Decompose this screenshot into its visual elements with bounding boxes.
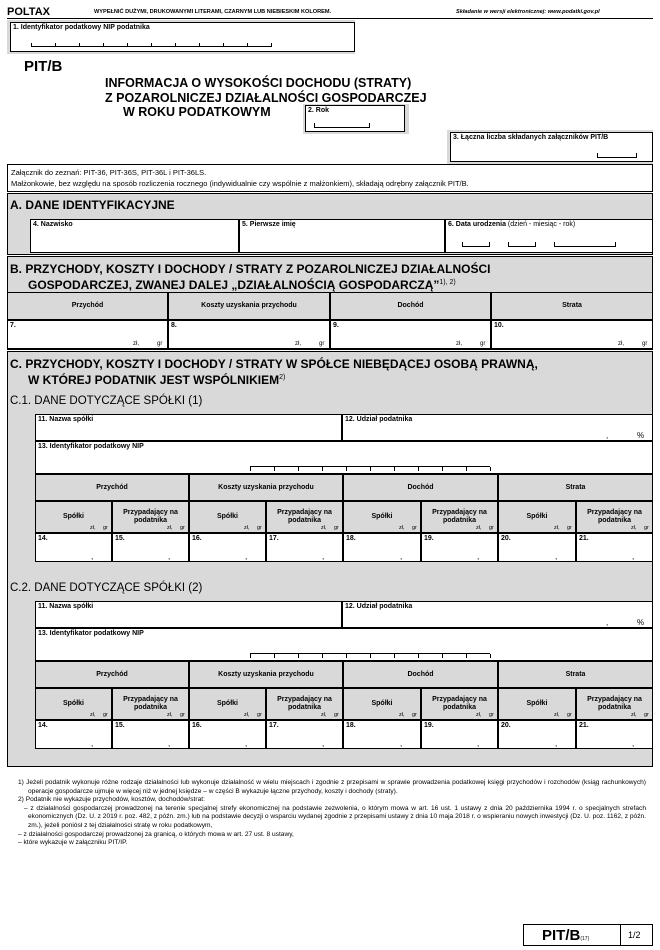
amount-comma: ,: [322, 552, 325, 561]
company-amount-field[interactable]: [112, 533, 189, 562]
company-amount-field[interactable]: [266, 720, 343, 749]
company-nip-tick: [490, 654, 491, 658]
amount-comma: ,: [245, 739, 248, 748]
company-nip-tick: [466, 654, 467, 658]
birth-day: [462, 242, 490, 247]
company-sub-header: Spółki: [35, 688, 112, 720]
birth-month: [508, 242, 536, 247]
sub-header-gr: gr: [412, 712, 417, 718]
footer-form-code: [523, 924, 653, 946]
birthdate-hint: (dzień - miesiąc - rok): [507, 221, 576, 228]
footer-divider: [620, 925, 621, 945]
company-nip-tick: [274, 654, 275, 658]
company-field-number: 14.: [38, 535, 48, 542]
amount-comma: ,: [168, 552, 171, 561]
footer-page: 1/2: [628, 930, 641, 940]
share-percent: %: [637, 618, 645, 627]
attachments-label: 3. Łączna liczba składanych załączników PIT/B: [453, 134, 609, 141]
section-b-footnote-ref: 1), 2): [439, 279, 456, 286]
company-field-number: 16.: [192, 535, 202, 542]
company-nip-tick: [346, 467, 347, 471]
footer-code: [542, 927, 589, 944]
section-b-field-number: 9.: [333, 322, 339, 329]
company-amount-field[interactable]: [189, 533, 266, 562]
company-sub-header: Spółki: [189, 688, 266, 720]
company-sub-header: Spółki: [343, 501, 421, 533]
currency-zl: zł,: [456, 341, 462, 347]
section-b-title-2-text: GOSPODARCZEJ, ZWANEJ DALEJ „DZIAŁALNOŚCIĄ GOSPODARCZĄ”: [28, 278, 440, 292]
footer-code-text: PIT/B: [542, 927, 581, 944]
sub-header-zl: zł,: [321, 525, 327, 531]
nip-tick: [223, 43, 224, 47]
sub-header-zl: zł,: [244, 525, 250, 531]
sub-header-gr: gr: [180, 712, 185, 718]
company-nip-tick: [346, 654, 347, 658]
company-field-number: 14.: [38, 722, 48, 729]
year-comb: [314, 123, 370, 128]
company-nip-tick: [418, 467, 419, 471]
section-b-col-header: Koszty uzyskania przychodu: [168, 292, 330, 320]
company-field-number: 18.: [346, 722, 356, 729]
nip-label: 1. Identyfikator podatkowy NIP podatnika: [13, 24, 150, 31]
company-amount-field[interactable]: [421, 720, 498, 749]
company-nip-tick: [394, 467, 395, 471]
company-field-number: 20.: [501, 535, 511, 542]
amount-comma: ,: [91, 552, 94, 561]
amount-comma: ,: [245, 552, 248, 561]
company-group-header: Strata: [498, 661, 653, 688]
company-subtitle: C.2. DANE DOTYCZĄCE SPÓŁKI (2): [10, 582, 203, 594]
note-line-2: Małżonkowie, bez względu na sposób rozliczenia rocznego (indywidualnie czy wspólnie z małżonkiem), składają odrębny załącznik PIT/B.: [11, 179, 469, 188]
sub-header-zl: zł,: [554, 712, 560, 718]
footnote-2a: – z działalności gospodarczej prowadzonej na terenie specjalnej strefy ekonomicznej na podstawie zezwolenia, o którym mowa w art. 16 ust. 1 ustawy z dnia 20 października 1994 r. o specjalnych strefach ekonomicznych (Dz. U. z 2019 r. poz. 482, z późn. zm.) lub na podstawie decyzji o wsparciu wydanej zgodnie z przepisami ustawy z dnia 10 maja 2018 r. o wspieraniu nowych inwestycji (Dz. U. poz. 1162, z późn. zm.), jeżeli poniósł z tej działalności stratę w roku podatkowym,: [24, 804, 646, 829]
section-c-title-1: C. PRZYCHODY, KOSZTY I DOCHODY / STRATY W SPÓŁCE NIEBĘDĄCEJ OSOBĄ PRAWNĄ,: [10, 357, 538, 371]
sub-header-gr: gr: [334, 525, 339, 531]
note-line-1: Załącznik do zeznań: PIT-36, PIT-36S, PIT-36L i PIT-36LS.: [11, 168, 207, 177]
company-field-number: 15.: [115, 535, 125, 542]
sub-header-gr: gr: [103, 712, 108, 718]
company-field-number: 17.: [269, 535, 279, 542]
company-name-label: 11. Nazwa spółki: [38, 603, 94, 610]
form-code: PIT/B: [24, 58, 63, 75]
company-amount-field[interactable]: [35, 720, 112, 749]
company-group-header: Koszty uzyskania przychodu: [189, 661, 343, 688]
company-sub-header: Przypadający na podatnika: [421, 688, 498, 720]
amount-comma: ,: [632, 739, 635, 748]
company-nip-label: 13. Identyfikator podatkowy NIP: [38, 630, 144, 637]
footnote-2b: – z działalności gospodarczej prowadzonej za granicą, o których mowa w art. 27 ust. 8 ustawy,: [18, 830, 294, 838]
company-amount-field[interactable]: [266, 533, 343, 562]
company-nip-field[interactable]: [35, 441, 653, 474]
attachments-comb: [597, 153, 637, 158]
nip-segments: [31, 41, 271, 49]
company-sub-header: Przypadający na podatnika: [266, 501, 343, 533]
share-comma: ,: [606, 618, 609, 627]
amount-comma: ,: [555, 552, 558, 561]
attachments-field[interactable]: [450, 132, 653, 162]
company-field-number: 16.: [192, 722, 202, 729]
sub-header-zl: zł,: [399, 525, 405, 531]
company-nip-tick: [298, 654, 299, 658]
currency-zl: zł,: [618, 341, 624, 347]
sub-header-gr: gr: [567, 525, 572, 531]
brand-label: POLTAX: [7, 6, 50, 18]
footnote-2c: – które wykazuje w załączniku PIT/IP.: [18, 839, 128, 847]
company-nip-field[interactable]: [35, 628, 653, 661]
company-group-header: Strata: [498, 474, 653, 501]
title-line-1: INFORMACJA O WYSOKOŚCI DOCHODU (STRATY): [105, 76, 412, 90]
company-field-number: 20.: [501, 722, 511, 729]
company-name-field[interactable]: [35, 414, 342, 441]
company-sub-header: Przypadający na podatnika: [112, 688, 189, 720]
footer-version: (17): [580, 936, 590, 942]
amount-comma: ,: [477, 552, 480, 561]
electronic-filing-note: Składanie w wersji elektronicznej: www.podatki.gov.pl: [456, 9, 600, 15]
company-field-number: 15.: [115, 722, 125, 729]
section-a-title: A. DANE IDENTYFIKACYJNE: [10, 198, 175, 212]
section-c-title-2-text: W KTÓREJ PODATNIK JEST WSPÓLNIKIEM: [28, 373, 280, 387]
title-line-3: W ROKU PODATKOWYM: [123, 105, 271, 119]
company-field-number: 18.: [346, 535, 356, 542]
nip-tick: [175, 43, 176, 47]
section-b-title-1: B. PRZYCHODY, KOSZTY I DOCHODY / STRATY Z POZAROLNICZEJ DZIAŁALNOŚCI: [10, 262, 491, 276]
section-b-field-number: 10.: [494, 322, 504, 329]
birth-year: [554, 242, 616, 247]
surname-label: 4. Nazwisko: [33, 221, 73, 228]
firstname-label: 5. Pierwsze imię: [242, 221, 296, 228]
sub-header-gr: gr: [567, 712, 572, 718]
section-b-col-header: Dochód: [330, 292, 491, 320]
section-b-amount-field[interactable]: [7, 320, 168, 349]
company-sub-header: Spółki: [189, 501, 266, 533]
firstname-field[interactable]: [239, 219, 445, 253]
company-nip-tick: [490, 467, 491, 471]
company-sub-header: Spółki: [498, 501, 576, 533]
footnotes: [18, 779, 646, 848]
birthdate-field[interactable]: [445, 219, 653, 253]
section-b-title-2: [10, 276, 490, 292]
sub-header-zl: zł,: [631, 525, 637, 531]
nip-field[interactable]: [10, 22, 355, 52]
company-nip-tick: [394, 654, 395, 658]
company-field-number: 19.: [424, 535, 434, 542]
section-b-amount-field[interactable]: [168, 320, 330, 349]
company-nip-label: 13. Identyfikator podatkowy NIP: [38, 443, 144, 450]
company-name-label: 11. Nazwa spółki: [38, 416, 94, 423]
section-b-col-header: Przychód: [7, 292, 168, 320]
company-field-number: 17.: [269, 722, 279, 729]
nip-tick: [103, 43, 104, 47]
section-b-col-header: Strata: [491, 292, 653, 320]
sub-header-zl: zł,: [90, 712, 96, 718]
sub-header-gr: gr: [257, 525, 262, 531]
birthdate-label: [448, 221, 575, 228]
taxpayer-share-field[interactable]: [342, 414, 653, 441]
company-field-number: 19.: [424, 722, 434, 729]
currency-zl: zł,: [133, 341, 139, 347]
currency-zl: zł,: [295, 341, 301, 347]
sub-header-zl: zł,: [321, 712, 327, 718]
company-nip-tick: [322, 467, 323, 471]
sub-header-zl: zł,: [167, 712, 173, 718]
taxpayer-share-label: 12. Udział podatnika: [345, 416, 413, 423]
company-group-header: Przychód: [35, 661, 189, 688]
taxpayer-share-field[interactable]: [342, 601, 653, 628]
company-nip-tick: [322, 654, 323, 658]
sub-header-gr: gr: [489, 525, 494, 531]
section-b-field-number: 8.: [171, 322, 177, 329]
company-nip-tick: [250, 654, 251, 658]
company-sub-header: Przypadający na podatnika: [576, 501, 653, 533]
company-group-header: Przychód: [35, 474, 189, 501]
company-group-header: Dochód: [343, 474, 498, 501]
sub-header-gr: gr: [489, 712, 494, 718]
sub-header-gr: gr: [257, 712, 262, 718]
amount-comma: ,: [91, 739, 94, 748]
sub-header-gr: gr: [412, 525, 417, 531]
fill-instruction: WYPEŁNIĆ DUŻYMI, DRUKOWANYMI LITERAMI, CZARNYM LUB NIEBIESKIM KOLOREM.: [94, 9, 332, 15]
sub-header-gr: gr: [644, 712, 649, 718]
section-c-title: [10, 357, 538, 387]
sub-header-gr: gr: [180, 525, 185, 531]
sub-header-gr: gr: [334, 712, 339, 718]
company-amount-field[interactable]: [576, 720, 653, 749]
company-subtitle: C.1. DANE DOTYCZĄCE SPÓŁKI (1): [10, 395, 203, 407]
amount-comma: ,: [322, 739, 325, 748]
company-group-header: Koszty uzyskania przychodu: [189, 474, 343, 501]
company-amount-field[interactable]: [189, 720, 266, 749]
sub-header-gr: gr: [103, 525, 108, 531]
currency-gr: gr: [642, 341, 648, 347]
taxpayer-share-label: 12. Udział podatnika: [345, 603, 413, 610]
share-percent: %: [637, 431, 645, 440]
sub-header-zl: zł,: [399, 712, 405, 718]
company-nip-tick: [274, 467, 275, 471]
amount-comma: ,: [632, 552, 635, 561]
year-field[interactable]: [305, 105, 405, 132]
sub-header-zl: zł,: [244, 712, 250, 718]
attachment-note: [7, 164, 653, 192]
footnote-2: 2) Podatnik nie wykazuje przychodów, kosztów, dochodów/strat:: [18, 796, 205, 804]
company-sub-header: Spółki: [498, 688, 576, 720]
birthdate-title: 6. Data urodzenia: [448, 221, 506, 228]
year-label: 2. Rok: [308, 107, 330, 114]
amount-comma: ,: [168, 739, 171, 748]
company-amount-field[interactable]: [498, 533, 576, 562]
company-sub-header: Przypadający na podatnika: [266, 688, 343, 720]
section-c-title-2: [10, 371, 538, 387]
company-sub-header: Spółki: [343, 688, 421, 720]
share-comma: ,: [606, 431, 609, 440]
company-name-field[interactable]: [35, 601, 342, 628]
company-nip-tick: [466, 467, 467, 471]
company-field-number: 21.: [579, 722, 589, 729]
company-sub-header: Przypadający na podatnika: [112, 501, 189, 533]
sub-header-zl: zł,: [476, 525, 482, 531]
company-amount-field[interactable]: [343, 720, 421, 749]
company-field-number: 21.: [579, 535, 589, 542]
sub-header-gr: gr: [644, 525, 649, 531]
company-nip-tick: [250, 467, 251, 471]
currency-gr: gr: [157, 341, 163, 347]
company-amount-field[interactable]: [421, 533, 498, 562]
company-nip-tick: [298, 467, 299, 471]
currency-gr: gr: [480, 341, 486, 347]
company-sub-header: Spółki: [35, 501, 112, 533]
company-group-header: Dochód: [343, 661, 498, 688]
amount-comma: ,: [555, 739, 558, 748]
section-b-title: [10, 262, 490, 292]
nip-tick: [55, 43, 56, 47]
company-sub-header: Przypadający na podatnika: [421, 501, 498, 533]
currency-gr: gr: [319, 341, 325, 347]
company-nip-tick: [370, 467, 371, 471]
nip-tick: [127, 43, 128, 47]
sub-header-zl: zł,: [167, 525, 173, 531]
sub-header-zl: zł,: [476, 712, 482, 718]
section-b-field-number: 7.: [10, 322, 16, 329]
nip-tick: [151, 43, 152, 47]
title-line-2: Z POZAROLNICZEJ DZIAŁALNOŚCI GOSPODARCZEJ: [105, 90, 427, 105]
sub-header-zl: zł,: [631, 712, 637, 718]
section-b-amount-field[interactable]: [330, 320, 491, 349]
company-nip-tick: [418, 654, 419, 658]
company-nip-tick: [442, 467, 443, 471]
company-amount-field[interactable]: [112, 720, 189, 749]
sub-header-zl: zł,: [554, 525, 560, 531]
company-amount-field[interactable]: [343, 533, 421, 562]
amount-comma: ,: [400, 739, 403, 748]
nip-tick: [79, 43, 80, 47]
company-nip-tick: [442, 654, 443, 658]
section-b-amount-field[interactable]: [491, 320, 653, 349]
company-amount-field[interactable]: [35, 533, 112, 562]
company-nip-tick: [370, 654, 371, 658]
company-sub-header: Przypadający na podatnika: [576, 688, 653, 720]
sub-header-zl: zł,: [90, 525, 96, 531]
company-amount-field[interactable]: [498, 720, 576, 749]
nip-tick: [31, 43, 32, 47]
nip-tick: [199, 43, 200, 47]
nip-tick: [247, 43, 248, 47]
amount-comma: ,: [400, 552, 403, 561]
footnote-1: 1) Jeżeli podatnik wykonuje różne rodzaje działalności lub wykonuje działalność w wielu miejscach i zgodnie z przepisami w sprawie prowadzenia podatkowej księgi przychodów i rozchodów (ksiąg rachunkowych) operacje gospodarcze ujmuje w więcej niż w jednej księdze – w części B wykazuje łączne przychody, koszty i dochody (straty).: [18, 779, 646, 795]
surname-field[interactable]: [30, 219, 239, 253]
section-c-footnote-ref: 2): [279, 374, 286, 381]
nip-tick: [271, 43, 272, 47]
company-amount-field[interactable]: [576, 533, 653, 562]
amount-comma: ,: [477, 739, 480, 748]
header-rule: [7, 18, 653, 19]
